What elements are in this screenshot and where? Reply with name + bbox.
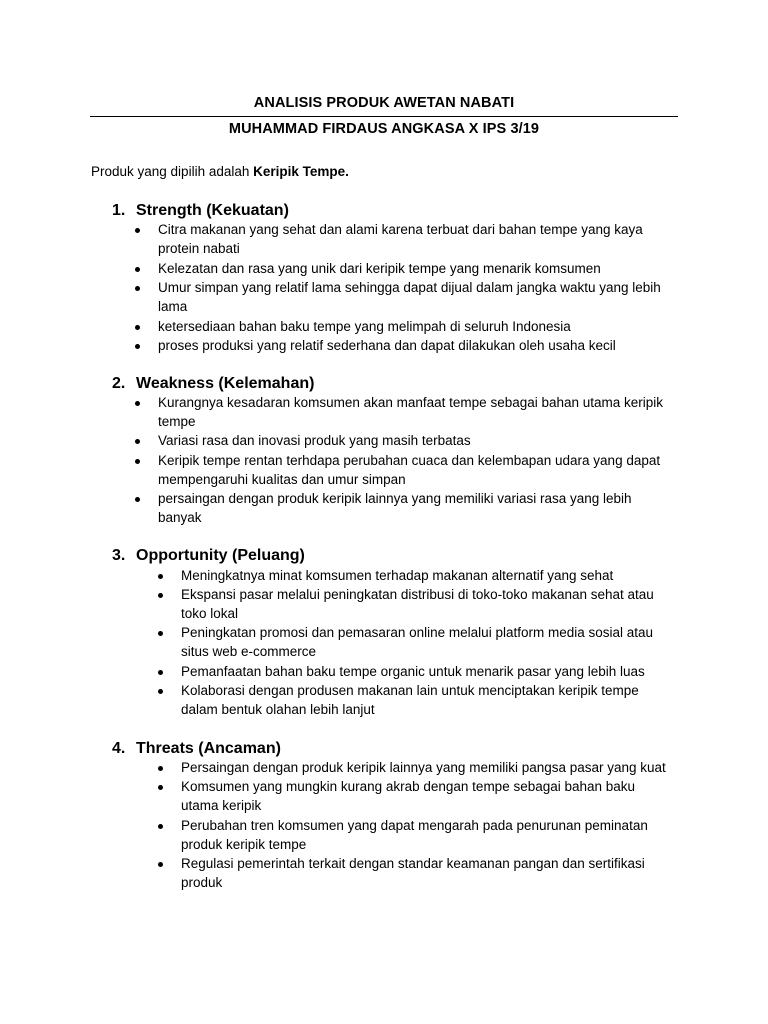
list-item-text: Ekspansi pasar melalui peningkatan distribusi di toko-toko makanan sehat atau <box>181 587 654 602</box>
list-item-text: Keripik tempe rentan terhdapa perubahan cuaca dan kelembapan udara yang dapat <box>158 453 661 468</box>
list-item-text: Pemanfaatan bahan baku tempe organic untuk menarik pasar yang lebih luas <box>181 664 645 679</box>
list-item-text: Variasi rasa dan inovasi produk yang masih terbatas <box>158 433 471 448</box>
intro-product: Keripik Tempe. <box>253 164 349 179</box>
list-item-text: situs web e-commerce <box>181 643 317 659</box>
bullet-icon <box>158 824 163 829</box>
list-item-text: Komsumen yang mungkin kurang akrab dengan tempe sebagai bahan baku <box>181 779 636 794</box>
list-item-text: Regulasi pemerintah terkait dengan standar keamanan pangan dan sertifikasi <box>181 856 645 871</box>
bullet-icon <box>135 325 140 330</box>
bullet-icon <box>135 497 140 502</box>
list-item-text: mempengaruhi kualitas dan umur simpan <box>158 471 406 487</box>
bullet-icon <box>135 459 140 464</box>
list-item-text: persaingan dengan produk keripik lainnya yang memiliki variasi rasa yang lebih <box>158 491 632 506</box>
list-item-text: Kolaborasi dengan produsen makanan lain untuk menciptakan keripik tempe <box>181 683 639 698</box>
list-item-text: ketersediaan bahan baku tempe yang melimpah di seluruh Indonesia <box>158 319 571 334</box>
section-title: Strength (Kekuatan) <box>136 202 289 219</box>
bullet-icon <box>135 267 140 272</box>
bullet-icon <box>135 228 140 233</box>
bullet-icon <box>158 670 163 675</box>
list-item-text: Kelezatan dan rasa yang unik dari keripik tempe yang menarik komsumen <box>158 261 601 276</box>
section-number: 4. <box>112 740 126 757</box>
intro-prefix: Produk yang dipilih adalah <box>91 164 254 179</box>
list-item-text: proses produksi yang relatif sederhana dan dapat dilakukan oleh usaha kecil <box>158 338 616 353</box>
intro-paragraph <box>91 164 349 179</box>
section-number: 2. <box>112 375 126 392</box>
bullet-icon <box>158 631 163 636</box>
list-item-text: toko lokal <box>181 605 239 621</box>
bullet-icon <box>135 344 140 349</box>
bullet-icon <box>158 593 163 598</box>
list-item-text: lama <box>158 298 188 314</box>
list-item-text: utama keripik <box>181 797 262 813</box>
bullet-icon <box>135 439 140 444</box>
bullet-icon <box>158 766 163 771</box>
section-number: 1. <box>112 202 126 219</box>
list-item-text: Persaingan dengan produk keripik lainnya yang memiliki pangsa pasar yang kuat <box>181 760 666 775</box>
section-title: Weakness (Kelemahan) <box>136 375 315 392</box>
document-title: ANALISIS PRODUK AWETAN NABATI <box>253 95 515 111</box>
author-line: MUHAMMAD FIRDAUS ANGKASA X IPS 3/19 <box>228 121 540 137</box>
list-item-text: banyak <box>158 509 202 525</box>
section-title: Opportunity (Peluang) <box>136 547 305 564</box>
list-item-text: Kurangnya kesadaran komsumen akan manfaat tempe sebagai bahan utama keripik <box>158 395 664 410</box>
list-item-text: Umur simpan yang relatif lama sehingga dapat dijual dalam jangka waktu yang lebih <box>158 280 661 295</box>
list-item-text: Meningkatnya minat komsumen terhadap makanan alternatif yang sehat <box>181 568 614 583</box>
bullet-icon <box>158 689 163 694</box>
list-item-text: produk <box>181 874 223 890</box>
list-item-text: protein nabati <box>158 240 240 256</box>
list-item-text: Peningkatan promosi dan pemasaran online melalui platform media sosial atau <box>181 625 654 640</box>
list-item-text: dalam bentuk olahan lebih lanjut <box>181 701 375 717</box>
title-divider <box>90 116 678 117</box>
bullet-icon <box>135 401 140 406</box>
bullet-icon <box>158 574 163 579</box>
list-item-text: produk keripik tempe <box>181 836 307 852</box>
list-item-text: Perubahan tren komsumen yang dapat mengarah pada penurunan peminatan <box>181 818 648 833</box>
section-title: Threats (Ancaman) <box>136 740 281 757</box>
list-item-text: tempe <box>158 413 196 429</box>
bullet-icon <box>135 286 140 291</box>
list-item-text: Citra makanan yang sehat dan alami karena terbuat dari bahan tempe yang kaya <box>158 222 643 237</box>
section-number: 3. <box>112 547 126 564</box>
bullet-icon <box>158 785 163 790</box>
bullet-icon <box>158 862 163 867</box>
